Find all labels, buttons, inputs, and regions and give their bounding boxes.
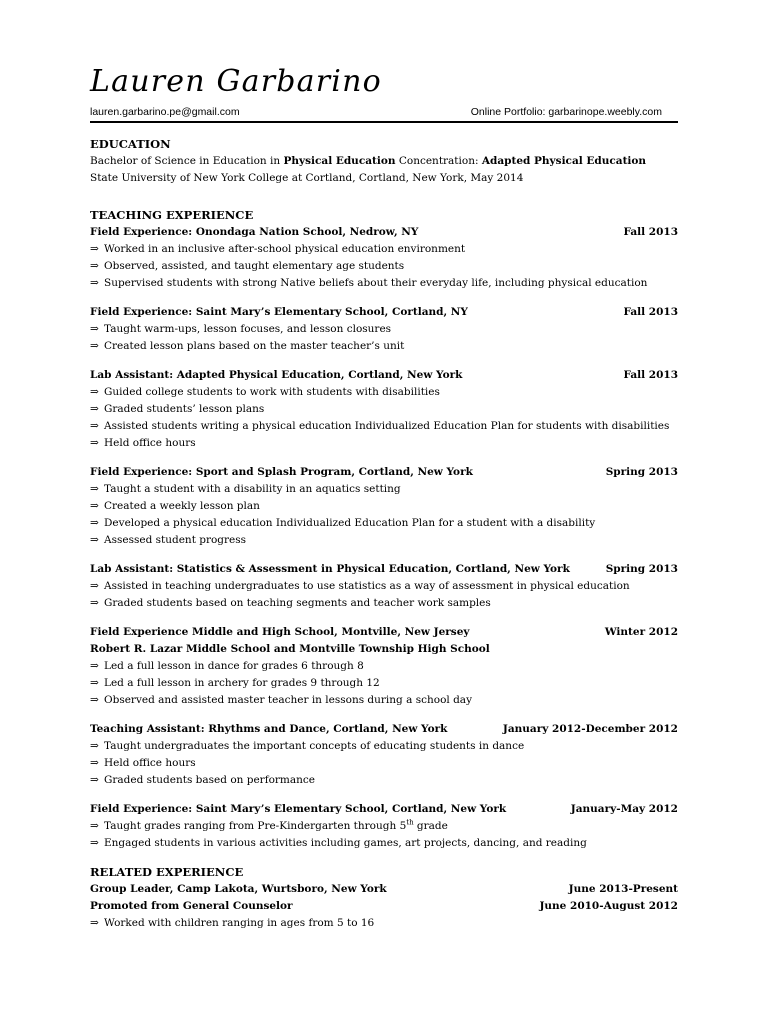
bullet-text: Created a weekly lesson plan [104,500,260,512]
arrow-icon: ⇒ [90,740,99,752]
related-entry-header [90,881,678,898]
entry-subtitle: Robert R. Lazar Middle School and Montville Township High School [90,643,490,655]
bullet-item [90,818,678,835]
bullet-text: Graded students’ lesson plans [104,403,265,415]
candidate-name: Lauren Garbarino [90,64,382,99]
arrow-icon: ⇒ [90,757,99,769]
arrow-icon: ⇒ [90,917,99,929]
degree-line [90,153,678,170]
bullet-text: Held office hours [104,437,196,449]
arrow-icon: ⇒ [90,534,99,546]
bullet-text: Created lesson plans based on the master teacher’s unit [104,340,405,352]
entry-title: Lab Assistant: Statistics & Assessment in Physical Education, Cortland, New York [90,563,570,575]
bullet-text: Taught a student with a disability in an aquatics setting [104,483,401,495]
experience-entry [90,624,678,709]
arrow-icon: ⇒ [90,580,99,592]
entry-header [90,624,678,641]
school-line: State University of New York College at Cortland, Cortland, New York, May 2014 [90,172,524,184]
arrow-icon: ⇒ [90,323,99,335]
arrow-icon: ⇒ [90,437,99,449]
arrow-icon: ⇒ [90,517,99,529]
bullet-text: Graded students based on teaching segments and teacher work samples [104,597,491,609]
bullet-item [90,595,678,612]
arrow-icon: ⇒ [90,677,99,689]
section-spacer [90,187,678,207]
bullet-text: Assisted students writing a physical education Individualized Education Plan for students with disabilities [104,420,670,432]
degree-concentration-label: Concentration: [395,155,482,167]
entry-title: Field Experience: Sport and Splash Program, Cortland, New York [90,466,473,478]
bullet-text: Engaged students in various activities including games, art projects, dancing, and reading [104,837,587,849]
bullet-item [90,321,678,338]
bullet-item [90,532,678,549]
entry-date: Spring 2013 [605,563,678,575]
bullet-text: Worked with children ranging in ages from 5 to 16 [104,917,375,929]
entry-title: Field Experience Middle and High School, Montville, New Jersey [90,626,470,638]
bullet-text: Worked in an inclusive after-school physical education environment [104,243,466,255]
degree-prefix: Bachelor of Science in Education in [90,155,284,167]
related-bullet [90,915,678,932]
related-date: June 2013-Present [568,883,678,895]
experience-entry [90,721,678,789]
arrow-icon: ⇒ [90,660,99,672]
arrow-icon: ⇒ [90,694,99,706]
entry-header [90,304,678,321]
entry-title: Field Experience: Saint Mary’s Elementary School, Cortland, New York [90,803,507,815]
arrow-icon: ⇒ [90,774,99,786]
entry-date: Spring 2013 [605,466,678,478]
entry-date: January 2012-December 2012 [502,723,678,735]
degree-major: Physical Education [283,155,396,167]
entry-date: Fall 2013 [623,306,678,318]
bullet-item [90,578,678,595]
arrow-icon: ⇒ [90,483,99,495]
related-entry-subheader [90,898,678,915]
bullet-text: Taught warm-ups, lesson focuses, and lesson closures [104,323,392,335]
bullet-text: Led a full lesson in archery for grades 9 through 12 [104,677,380,689]
bullet-item [90,658,678,675]
bullet-text: Taught grades ranging from Pre-Kindergarten through 5 [104,820,407,832]
bullet-item [90,772,678,789]
entry-header [90,561,678,578]
entry-date: Winter 2012 [604,626,678,638]
related-subdate: June 2010-August 2012 [539,900,678,912]
bullet-item [90,275,678,292]
arrow-icon: ⇒ [90,420,99,432]
bullet-text: Observed and assisted master teacher in lessons during a school day [104,694,472,706]
related-title: Group Leader, Camp Lakota, Wurtsboro, New York [90,883,387,895]
bullet-item [90,481,678,498]
arrow-icon: ⇒ [90,340,99,352]
bullet-text: Held office hours [104,757,196,769]
entry-title: Teaching Assistant: Rhythms and Dance, Cortland, New York [90,723,448,735]
bullet-item [90,418,678,435]
entry-header [90,801,678,818]
arrow-icon: ⇒ [90,820,99,832]
related-subtitle: Promoted from General Counselor [90,900,293,912]
bullet-text: Observed, assisted, and taught elementary age students [104,260,405,272]
bullet-text: Assisted in teaching undergraduates to use statistics as a way of assessment in physical education [104,580,630,592]
ordinal-superscript: th [406,818,414,827]
bullet-text: Led a full lesson in dance for grades 6 through 8 [104,660,364,672]
resume-body [90,136,678,932]
bullet-text: Graded students based on performance [104,774,315,786]
bullet-item [90,401,678,418]
bullet-item [90,835,678,852]
email-address: lauren.garbarino.pe@gmail.com [90,106,240,118]
entry-header [90,464,678,481]
arrow-icon: ⇒ [90,260,99,272]
bullet-item [90,435,678,452]
education-heading: EDUCATION [90,137,171,151]
bullet-item [90,258,678,275]
arrow-icon: ⇒ [90,597,99,609]
teaching-entries [90,224,678,852]
contact-line [90,105,678,119]
degree-concentration: Adapted Physical Education [481,155,647,167]
experience-entry [90,304,678,355]
entry-date: January-May 2012 [570,803,678,815]
bullet-text: Supervised students with strong Native beliefs about their everyday life, including physical education [104,277,648,289]
bullet-item [90,738,678,755]
arrow-icon: ⇒ [90,277,99,289]
bullet-text: Taught undergraduates the important concepts of educating students in dance [104,740,525,752]
bullet-item [90,338,678,355]
entry-title: Field Experience: Onondaga Nation School, Nedrow, NY [90,226,419,238]
teaching-heading: TEACHING EXPERIENCE [90,208,254,222]
bullet-item [90,692,678,709]
bullet-text: Developed a physical education Individualized Education Plan for a student with a disability [104,517,596,529]
entry-date: Fall 2013 [623,226,678,238]
experience-entry [90,801,678,852]
bullet-text: Guided college students to work with students with disabilities [104,386,440,398]
entry-header [90,224,678,241]
arrow-icon: ⇒ [90,403,99,415]
experience-entry [90,367,678,452]
bullet-text: Assessed student progress [104,534,247,546]
arrow-icon: ⇒ [90,837,99,849]
arrow-icon: ⇒ [90,500,99,512]
entry-header [90,721,678,738]
bullet-item [90,384,678,401]
bullet-text-tail: grade [413,820,448,832]
bullet-item [90,755,678,772]
bullet-item [90,241,678,258]
entry-title: Field Experience: Saint Mary’s Elementary School, Cortland, NY [90,306,468,318]
related-heading: RELATED EXPERIENCE [90,865,244,879]
arrow-icon: ⇒ [90,386,99,398]
header-rule [90,121,678,123]
bullet-item [90,515,678,532]
experience-entry [90,561,678,612]
experience-entry [90,224,678,292]
arrow-icon: ⇒ [90,243,99,255]
entry-title: Lab Assistant: Adapted Physical Education, Cortland, New York [90,369,463,381]
bullet-item [90,498,678,515]
bullet-item [90,675,678,692]
portfolio-link: Online Portfolio: garbarinope.weebly.com [470,106,662,118]
entry-header [90,367,678,384]
experience-entry [90,464,678,549]
entry-date: Fall 2013 [623,369,678,381]
